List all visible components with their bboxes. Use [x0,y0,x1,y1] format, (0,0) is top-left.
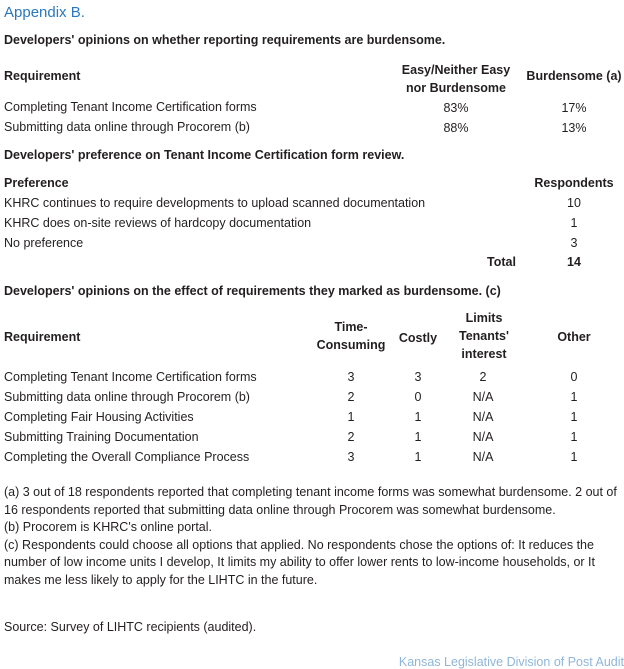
table3-time: 3 [347,370,355,384]
table3-col-time-line1: Time- [334,320,368,334]
table2-respondents: 1 [570,216,578,230]
table3-other: 1 [570,450,578,464]
footnotes [4,484,624,589]
table2-col-preference: Preference [4,176,69,190]
table3-requirement: Completing Tenant Income Certification forms [4,370,257,384]
table3-col-limits-line1: Limits [465,311,503,325]
table3-costly: 1 [414,430,422,444]
table3-time: 2 [347,390,355,404]
table1-easy: 83% [443,101,469,115]
table3-limits: N/A [472,430,494,444]
table1-col-easy-line2: nor Burdensome [405,81,506,95]
footnote-b: (b) Procorem is KHRC's online portal. [4,520,213,534]
table3-col-costly: Costly [398,331,438,345]
footer-credit: Kansas Legislative Division of Post Audit [398,655,624,669]
table1-easy: 88% [443,121,469,135]
table3-col-limits-line2: Tenants' [459,329,509,343]
table3-time: 2 [347,430,355,444]
table3-time: 1 [347,410,355,424]
appendix-title: Appendix B. [4,4,85,21]
table3-col-time-line2: Consuming [316,338,386,352]
table3-col-other: Other [557,330,591,344]
table3-other: 1 [570,390,578,404]
table2-respondents: 3 [570,236,578,250]
table3-requirement: Completing the Overall Compliance Process [4,450,250,464]
table1-requirement: Completing Tenant Income Certification forms [4,100,257,114]
table2-total-label: Total [487,255,516,269]
table1-col-burdensome: Burdensome (a) [526,69,622,83]
table2-preference: KHRC does on-site reviews of hardcopy documentation [4,216,312,230]
table3-other: 1 [570,410,578,424]
table3-col-limits-line3: interest [461,347,507,361]
table2-preference: KHRC continues to require developments to upload scanned documentation [4,196,426,210]
table3-costly: 3 [414,370,422,384]
table1-heading: Developers' opinions on whether reporting requirements are burdensome. [4,33,446,47]
table3-limits: N/A [472,450,494,464]
footnote-c: (c) Respondents could choose all options that applied. No respondents chose the options of: It reduces the number of low income units I develop, It limits my ability to offer lower rents to low-income households, or It makes me less likely to apply for the LIHTC in the future. [4,537,595,587]
table3-costly: 1 [414,450,422,464]
table3-other: 1 [570,430,578,444]
table3-limits: N/A [472,410,494,424]
table3-costly: 1 [414,410,422,424]
table3-other: 0 [570,370,578,384]
table3-requirement: Completing Fair Housing Activities [4,410,194,424]
table1-col-easy-line1: Easy/Neither Easy [401,63,511,77]
table1-requirement: Submitting data online through Procorem (b) [4,120,250,134]
table3-limits: 2 [479,370,487,384]
table3-time: 3 [347,450,355,464]
table3-limits: N/A [472,390,494,404]
table2-col-respondents: Respondents [534,176,614,190]
source-note: Source: Survey of LIHTC recipients (audited). [4,620,257,634]
table1-col-requirement: Requirement [4,69,81,83]
table1-burdensome: 13% [561,121,587,135]
table2-preference: No preference [4,236,84,250]
table2-respondents: 10 [567,196,581,210]
table3-costly: 0 [414,390,422,404]
footnote-a: (a) 3 out of 18 respondents reported that completing tenant income forms was somewhat burdensome. 2 out of 16 respondents reported that submitting data online through Procorem was somewhat burdensome. [4,485,617,517]
table1-burdensome: 17% [561,101,587,115]
table2-total-value: 14 [567,255,581,269]
table3-heading: Developers' opinions on the effect of requirements they marked as burdensome. (c) [4,284,501,298]
table3-requirement: Submitting Training Documentation [4,430,199,444]
table3-requirement: Submitting data online through Procorem (b) [4,390,250,404]
table3-col-requirement: Requirement [4,330,81,344]
table2-heading: Developers' preference on Tenant Income Certification form review. [4,148,405,162]
